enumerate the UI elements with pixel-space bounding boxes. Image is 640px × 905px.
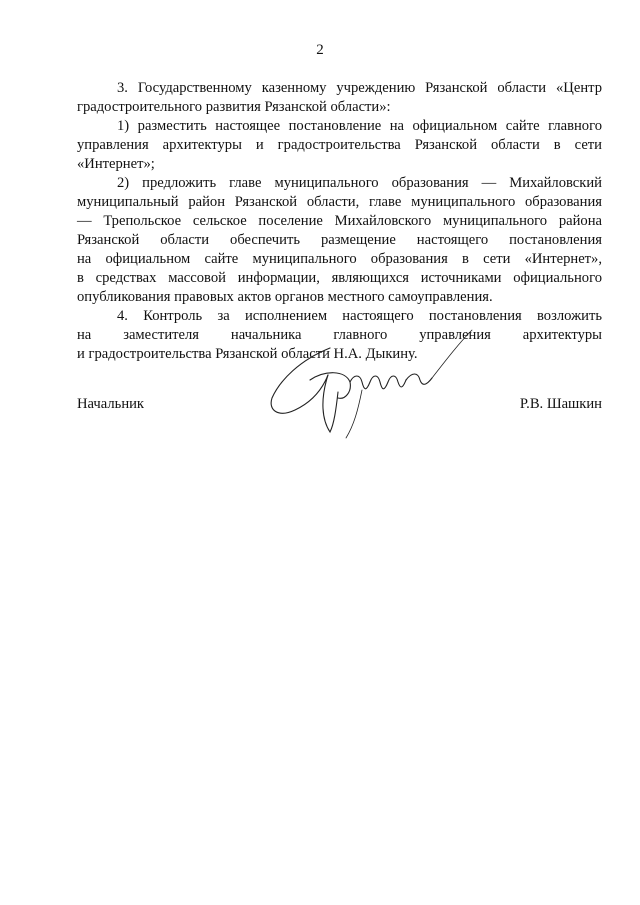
item4-line2: на заместителя начальника главного управления архитектуры [77, 327, 602, 343]
sub2-line4: Рязанской области обеспечить размещение настоящего постановления [77, 232, 602, 248]
page-number: 2 [316, 42, 324, 58]
item4-line3: и градостроительства Рязанской области Н.А. Дыкину. [77, 346, 418, 362]
sub2-line6: в средствах массовой информации, являющихся источниками официального [77, 270, 602, 286]
item3-line2: градостроительного развития Рязанской области»: [77, 99, 391, 115]
sub2-line7: опубликования правовых актов органов местного самоуправления. [77, 289, 493, 305]
item4-line1: 4. Контроль за исполнением настоящего постановления возложить [117, 308, 602, 324]
sub2-line3: — Трепольское сельское поселение Михайловского муниципального района [77, 213, 602, 229]
sub2-line1: 2) предложить главе муниципального образования — Михайловский [117, 175, 602, 191]
sub1-line1: 1) разместить настоящее постановление на официальном сайте главного [117, 118, 602, 134]
sub2-line2: муниципальный район Рязанской области, главе муниципального образования [77, 194, 602, 210]
sub2-line5: на официальном сайте муниципального образования в сети «Интернет», [77, 251, 602, 267]
sub1-line3: «Интернет»; [77, 156, 155, 172]
sub1-line2: управления архитектуры и градостроительства Рязанской области в сети [77, 137, 602, 153]
signatory-name: Р.В. Шашкин [519, 396, 602, 412]
item3-line1: 3. Государственному казенному учреждению Рязанской области «Центр [117, 80, 602, 96]
signatory-position: Начальник [77, 396, 145, 412]
